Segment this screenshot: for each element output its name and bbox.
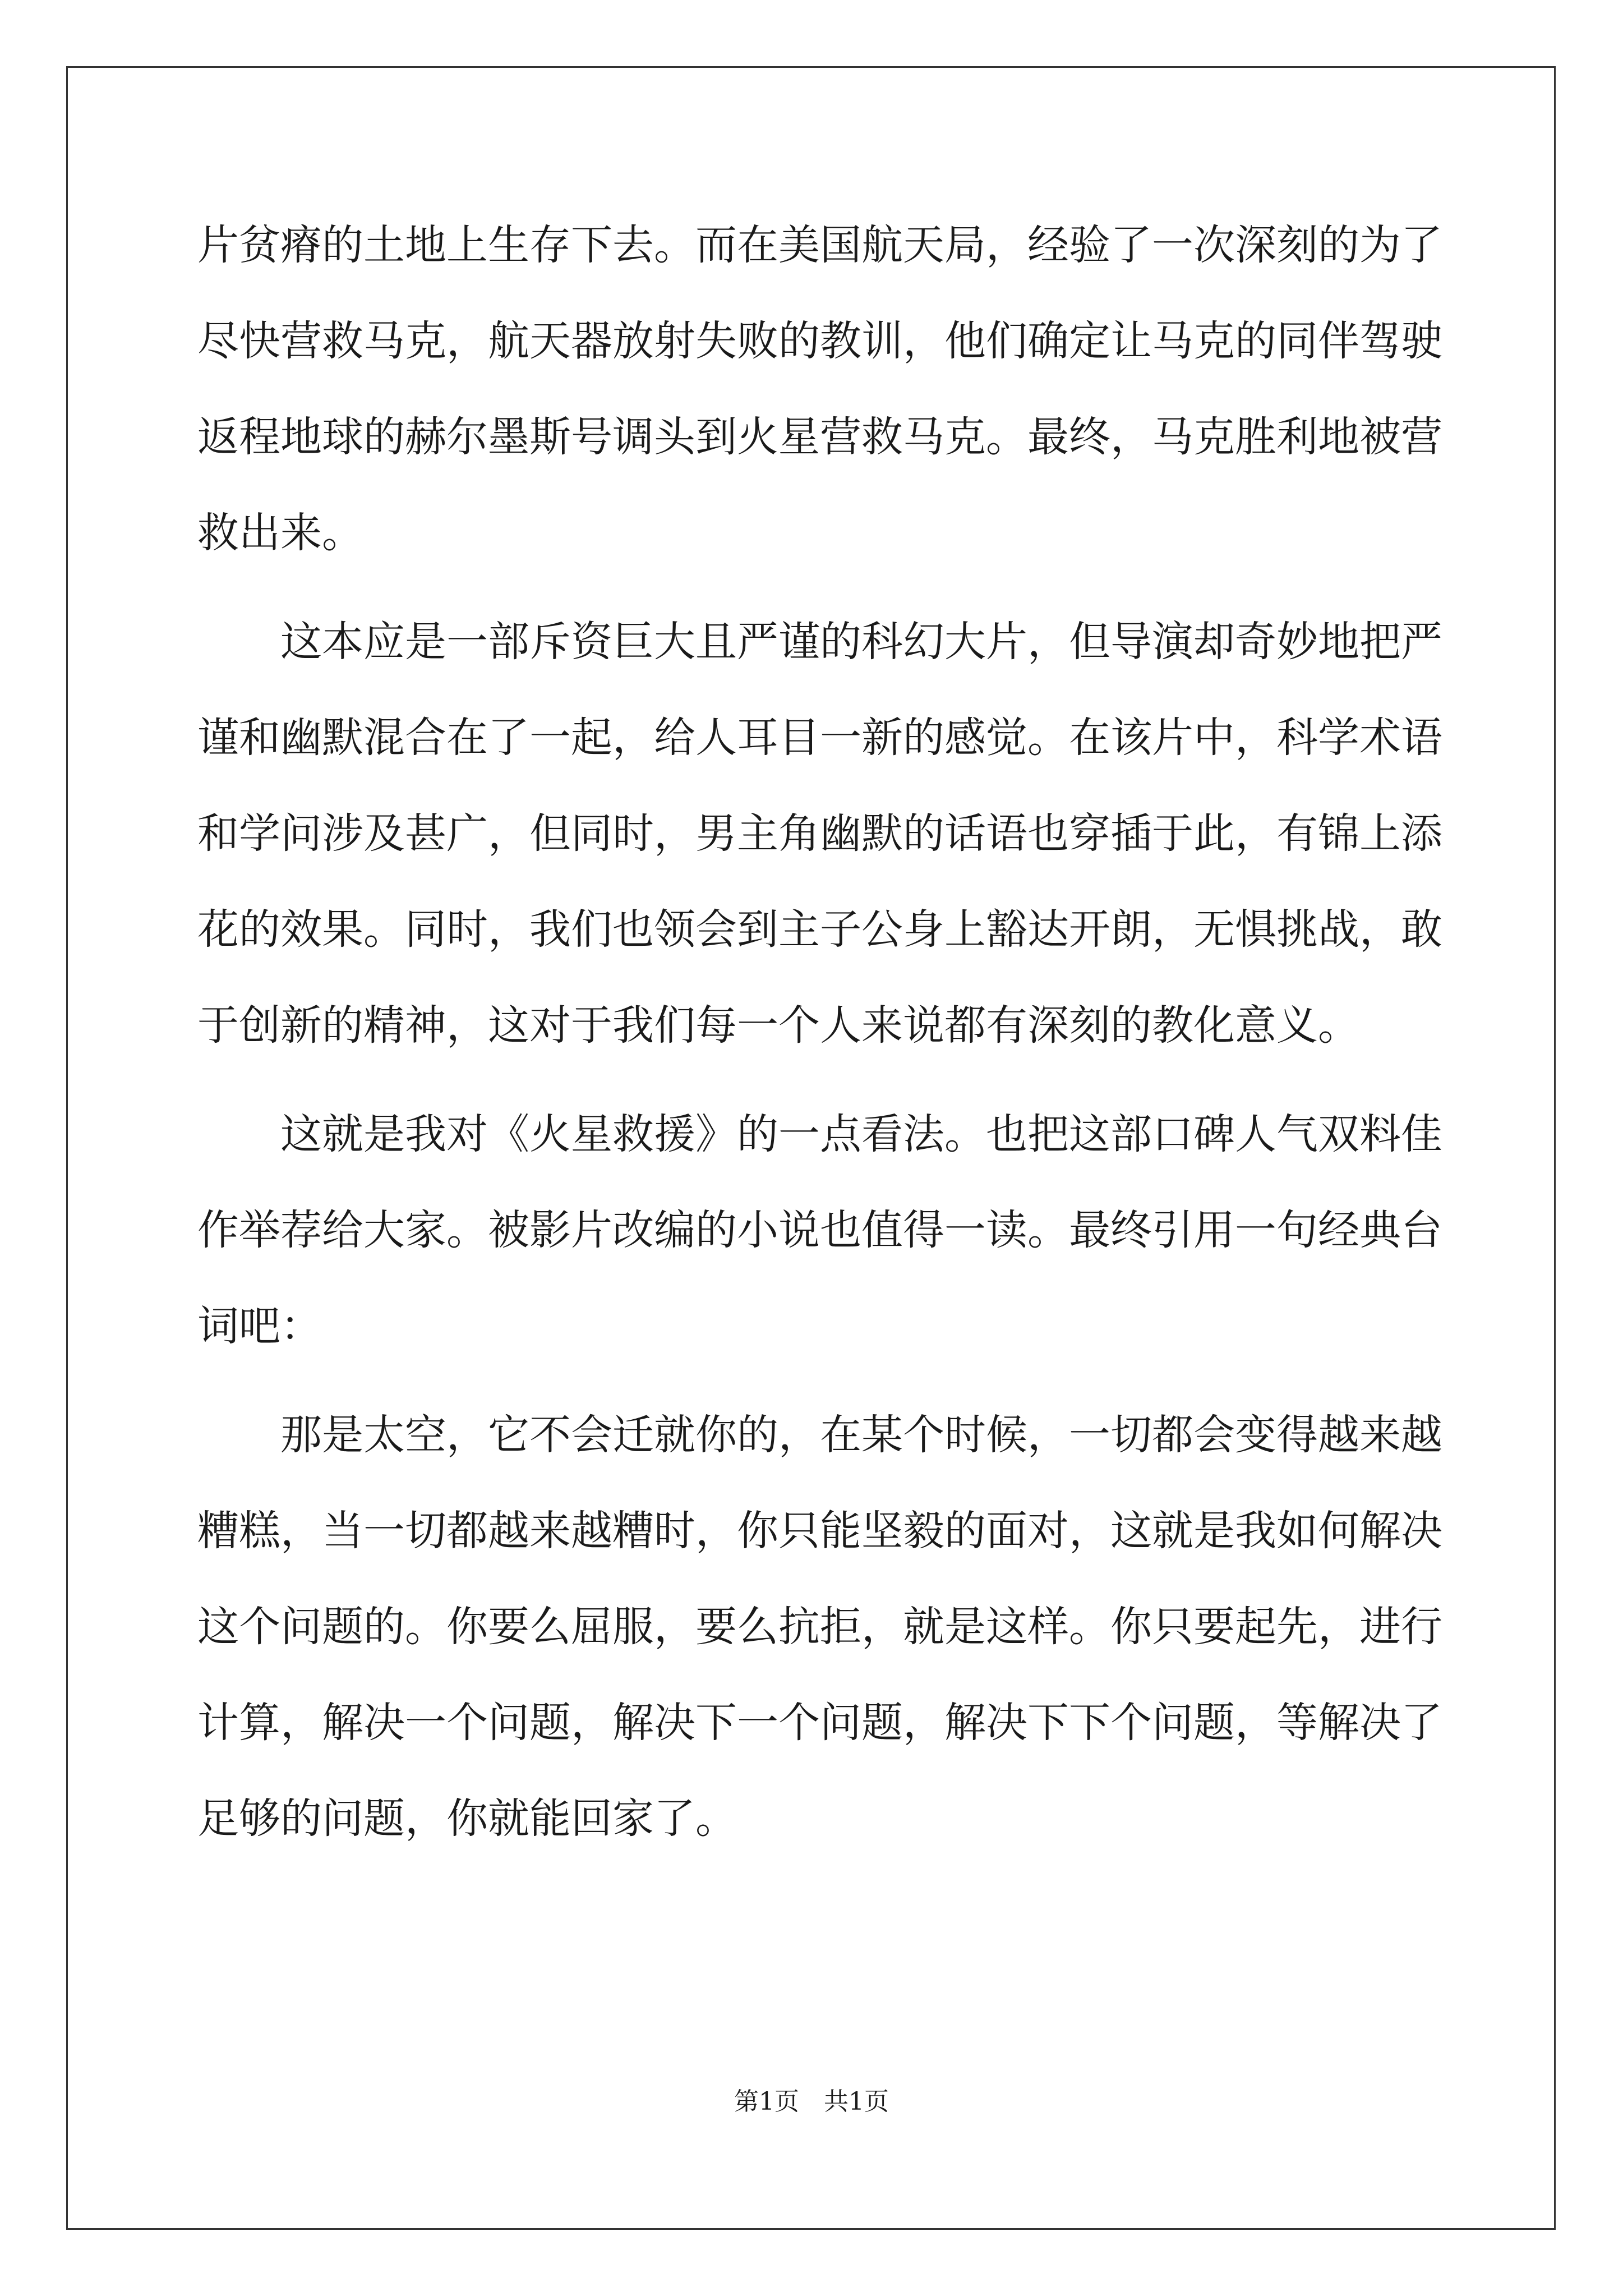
text-line: 于创新的精神，这对于我们每一个人来说都有深刻的教化意义。 — [197, 1001, 1359, 1050]
text-line: 糟糕，当一切都越来越糟时，你只能坚毅的面对，这就是我如何解决 — [197, 1507, 1442, 1555]
text-line: 返程地球的赫尔墨斯号调头到火星营救马克。最终，马克胜利地被营 — [197, 413, 1442, 461]
text-line: 这本应是一部斥资巨大且严谨的科幻大片，但导演却奇妙地把严 — [280, 618, 1442, 666]
text-line: 这就是我对《火星救援》的一点看法。也把这部口碑人气双料佳 — [280, 1110, 1442, 1158]
text-line: 这个问题的。你要么屈服，要么抗拒，就是这样。你只要起先，进行 — [197, 1603, 1442, 1651]
text-line: 计算，解决一个问题，解决下一个问题，解决下下个问题，等解决了 — [197, 1699, 1442, 1747]
text-line: 足够的问题，你就能回家了。 — [197, 1795, 737, 1843]
text-line: 救出来。 — [197, 509, 363, 557]
text-line: 和学问涉及甚广，但同时，男主角幽默的话语也穿插于此，有锦上添 — [197, 809, 1442, 858]
page-number-footer: 第1页 共1页 — [734, 2087, 889, 2116]
text-line: 作举荐给大家。被影片改编的小说也值得一读。最终引用一句经典台 — [197, 1206, 1442, 1254]
text-line: 尽快营救马克，航天器放射失败的教训，他们确定让马克的同伴驾驶 — [197, 317, 1442, 365]
text-line: 词吧： — [197, 1302, 322, 1350]
text-line: 花的效果。同时，我们也领会到主子公身上豁达开朗，无惧挑战，敢 — [197, 905, 1442, 954]
text-line: 谨和幽默混合在了一起，给人耳目一新的感觉。在该片中，科学术语 — [197, 714, 1442, 762]
text-line: 片贫瘠的土地上生存下去。而在美国航天局，经验了一次深刻的为了 — [197, 221, 1442, 269]
text-line: 那是太空，它不会迁就你的，在某个时候，一切都会变得越来越 — [280, 1411, 1442, 1459]
